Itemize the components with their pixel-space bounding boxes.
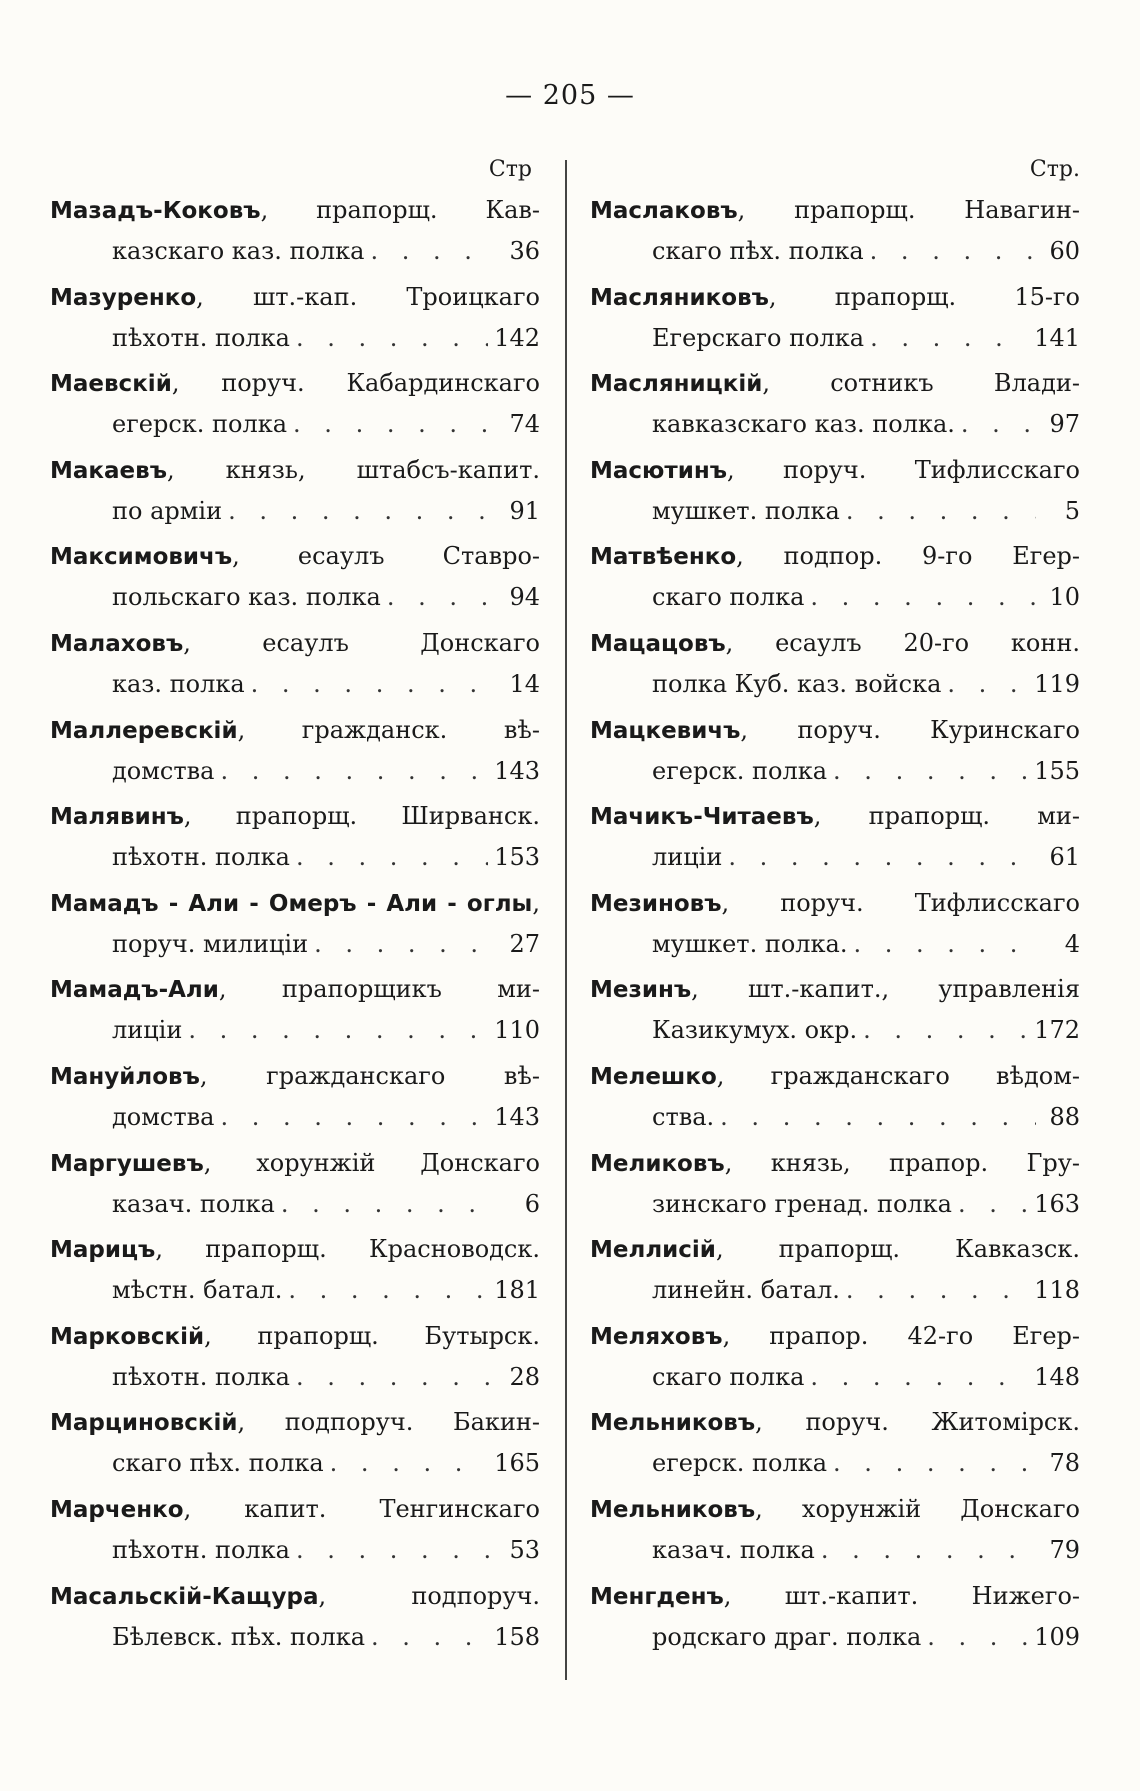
entry-description: , подпор. 9-го Егер- <box>736 542 1080 571</box>
entry-description: , хорунжій Донскаго <box>755 1494 1080 1523</box>
entry-page-number: 28 <box>509 1362 540 1391</box>
entry-second-line <box>590 664 1080 704</box>
entry-second-line <box>50 664 540 704</box>
entry-second-line <box>590 1097 1080 1137</box>
index-entry <box>590 796 1080 883</box>
entry-page-number: 53 <box>509 1535 540 1564</box>
entry-surname: Маслаковъ <box>590 198 738 224</box>
entry-second-line <box>50 751 540 791</box>
page-column-header: Стр. <box>1029 157 1080 182</box>
entry-description: , шт.-кап. Троицкаго <box>196 282 540 311</box>
entry-description: , прапорщ. Кав- <box>260 196 540 224</box>
left-column <box>50 150 540 1662</box>
entry-surname: Марковскій <box>50 1323 205 1350</box>
entry-surname: Масютинъ <box>590 457 728 484</box>
entry-surname: Мацкевичъ <box>590 717 741 744</box>
index-entry <box>50 1489 540 1576</box>
entry-page-number: 158 <box>494 1622 540 1651</box>
entry-second-line <box>50 924 540 964</box>
dot-leaders <box>371 1617 488 1657</box>
entry-first-line <box>590 796 1080 837</box>
dot-leaders <box>296 318 488 358</box>
dot-leaders <box>833 751 1028 791</box>
entry-first-line <box>590 623 1080 664</box>
entry-second-line <box>590 924 1080 964</box>
index-entry <box>590 1316 1080 1403</box>
index-entry <box>590 1402 1080 1489</box>
entry-continuation: пѣхотн. полка <box>112 1535 290 1564</box>
entry-first-line <box>590 277 1080 318</box>
dot-leaders <box>821 1530 1036 1570</box>
entry-surname: Малявинъ <box>50 804 184 831</box>
entry-description: , прапорщ. Ширванск. <box>183 802 540 831</box>
entry-second-line <box>590 318 1080 358</box>
page-column-header: Стр <box>488 157 532 182</box>
entry-second-line <box>50 837 540 877</box>
entry-page-number: 148 <box>1034 1362 1080 1391</box>
dot-leaders <box>296 837 488 877</box>
entry-first-line <box>590 1316 1080 1357</box>
index-entry <box>590 1576 1080 1663</box>
index-entry <box>50 1576 540 1663</box>
index-entry <box>50 710 540 797</box>
index-entry <box>50 623 540 710</box>
entry-page-number: 74 <box>509 410 540 439</box>
entry-surname: Мацацовъ <box>590 630 726 657</box>
index-entry <box>590 277 1080 364</box>
index-entry <box>50 1316 540 1403</box>
entry-continuation: мѣстн. батал. <box>112 1276 283 1305</box>
entry-surname: Мельниковъ <box>590 1410 756 1437</box>
dot-leaders <box>870 318 1028 358</box>
entry-continuation: линейн. батал. <box>652 1276 840 1305</box>
entry-second-line <box>590 1530 1080 1570</box>
entry-description: , поруч. Житомірск. <box>755 1408 1080 1437</box>
entry-page-number: 88 <box>1049 1102 1080 1131</box>
entry-continuation: домства <box>112 1102 215 1131</box>
entry-first-line <box>590 190 1080 231</box>
entry-description: , прапорщ. Бутырск. <box>204 1321 540 1350</box>
entry-continuation: Казикумух. окр. <box>652 1016 858 1045</box>
entry-page-number: 97 <box>1049 410 1080 439</box>
entry-second-line <box>50 1097 540 1137</box>
dot-leaders <box>220 1097 488 1137</box>
index-entry <box>50 450 540 537</box>
entry-page-number: 142 <box>494 323 540 352</box>
entry-first-line <box>50 450 540 491</box>
entry-first-line <box>590 710 1080 751</box>
entry-description: , поруч. Кабардинскаго <box>171 369 540 398</box>
entry-continuation: лиціи <box>652 843 723 872</box>
entry-first-line <box>50 623 540 664</box>
entry-page-number: 14 <box>509 669 540 698</box>
index-entry <box>590 1489 1080 1576</box>
entry-surname: Мамадъ-Али <box>50 977 219 1004</box>
entry-page-number: 110 <box>494 1016 540 1045</box>
dot-leaders <box>314 924 496 964</box>
entry-first-line <box>590 1229 1080 1270</box>
entry-page-number: 118 <box>1034 1276 1080 1305</box>
entry-first-line <box>50 1056 540 1097</box>
entry-continuation: Егерскаго полка <box>652 323 865 352</box>
entry-first-line <box>590 536 1080 577</box>
entry-page-number: 165 <box>494 1449 540 1478</box>
entry-description: , прапорщикъ ми- <box>218 975 540 1004</box>
index-entry <box>590 623 1080 710</box>
entry-first-line <box>590 883 1080 924</box>
entry-continuation: лиціи <box>112 1016 183 1045</box>
entry-continuation: мушкет. полка. <box>652 929 848 958</box>
index-entry <box>50 1402 540 1489</box>
entry-second-line <box>50 1270 540 1310</box>
column-divider <box>565 160 567 1680</box>
dot-leaders <box>228 491 496 531</box>
entry-page-number: 94 <box>509 583 540 612</box>
entry-first-line <box>50 190 540 231</box>
entry-description: , капит. Тенгинскаго <box>183 1494 540 1523</box>
entry-surname: Малаховъ <box>50 630 184 657</box>
entry-surname: Менгденъ <box>590 1583 724 1610</box>
index-entry <box>590 1229 1080 1316</box>
index-entry <box>50 969 540 1056</box>
entry-surname: Маллеревскій <box>50 717 238 744</box>
dot-leaders <box>833 1443 1036 1483</box>
entry-description: , подпоруч. <box>318 1581 540 1610</box>
entry-second-line <box>590 404 1080 444</box>
entry-page-number: 143 <box>494 756 540 785</box>
entry-first-line <box>590 1489 1080 1530</box>
entry-description: , <box>532 888 540 917</box>
entry-continuation: скаго пѣх. полка <box>652 237 864 265</box>
index-entry <box>50 363 540 450</box>
entry-first-line <box>50 536 540 577</box>
entry-first-line <box>50 1229 540 1270</box>
entry-first-line <box>590 969 1080 1010</box>
entry-second-line <box>590 577 1080 617</box>
dot-leaders <box>296 1530 496 1570</box>
index-entry <box>590 190 1080 277</box>
entry-surname: Мануйловъ <box>50 1063 200 1090</box>
index-entry <box>590 969 1080 1056</box>
dot-leaders <box>220 751 488 791</box>
entry-continuation: поруч. милиціи <box>112 929 309 958</box>
entry-continuation: егерск. полка <box>652 1449 828 1478</box>
entry-continuation: егерск. полка <box>652 756 828 785</box>
entry-second-line <box>50 577 540 617</box>
dot-leaders <box>288 1270 488 1310</box>
entry-page-number: 79 <box>1049 1535 1080 1564</box>
entry-second-line <box>50 231 540 271</box>
entry-continuation: казач. полка <box>112 1189 275 1218</box>
entry-surname: Мачикъ-Читаевъ <box>590 804 814 831</box>
dot-leaders <box>846 491 1036 531</box>
entry-surname: Масляниковъ <box>590 284 769 311</box>
entry-description: , есаулъ Ставро- <box>232 542 540 571</box>
entry-continuation: пѣхотн. полка <box>112 843 290 872</box>
entry-description: , прапорщ. ми- <box>813 802 1080 831</box>
entry-description: , прапорщ. Красноводск. <box>155 1235 540 1264</box>
entry-page-number: 60 <box>1049 237 1080 265</box>
entry-surname: Меллисій <box>590 1237 716 1264</box>
index-entry <box>50 536 540 623</box>
entry-second-line <box>590 1270 1080 1310</box>
entry-surname: Масляницкій <box>590 371 763 398</box>
entry-first-line <box>590 1402 1080 1443</box>
entry-continuation: казскаго каз. полка <box>112 237 365 265</box>
entry-second-line <box>50 491 540 531</box>
entry-first-line <box>590 363 1080 404</box>
dot-leaders <box>870 231 1036 271</box>
entry-page-number: 172 <box>1034 1016 1080 1045</box>
entry-continuation: скаго полка <box>652 583 805 612</box>
index-entry <box>590 450 1080 537</box>
entry-first-line <box>590 1056 1080 1097</box>
entry-surname: Мазадъ-Коковъ <box>50 198 261 224</box>
right-entry-list <box>590 190 1080 1662</box>
dot-leaders <box>720 1097 1036 1137</box>
entry-page-number: 10 <box>1049 583 1080 612</box>
entry-first-line <box>50 1576 540 1617</box>
index-entry <box>50 1229 540 1316</box>
entry-continuation: полка Куб. каз. войска <box>652 669 942 698</box>
index-entry <box>590 883 1080 970</box>
page-number: — 205 — <box>505 80 635 111</box>
entry-description: , прапор. 42-го Егер- <box>722 1321 1080 1350</box>
dot-leaders <box>927 1617 1028 1657</box>
entry-continuation: пѣхотн. полка <box>112 323 290 352</box>
entry-second-line <box>590 1357 1080 1397</box>
dot-leaders <box>846 1270 1028 1310</box>
dot-leaders <box>863 1010 1028 1050</box>
entry-first-line <box>50 710 540 751</box>
entry-second-line <box>50 404 540 444</box>
entry-page-number: 91 <box>509 496 540 525</box>
entry-page-number: 119 <box>1034 669 1080 698</box>
entry-page-number: 27 <box>509 929 540 958</box>
dot-leaders <box>810 1357 1028 1397</box>
entry-continuation: ства. <box>652 1102 715 1131</box>
entry-surname: Мезинъ <box>590 977 692 1004</box>
entry-description: , князь, прапор. Гру- <box>724 1148 1080 1177</box>
entry-first-line <box>590 450 1080 491</box>
entry-first-line <box>50 1402 540 1443</box>
entry-page-number: 141 <box>1034 323 1080 352</box>
entry-page-number: 61 <box>1049 843 1080 872</box>
entry-second-line <box>50 1184 540 1224</box>
right-column <box>590 150 1080 1662</box>
entry-first-line <box>50 1316 540 1357</box>
dot-leaders <box>293 404 496 444</box>
entry-description: , князь, штабсъ-капит. <box>166 455 540 484</box>
entry-first-line <box>50 883 540 924</box>
entry-description: , поруч. Тифлисскаго <box>727 455 1080 484</box>
index-entry <box>50 1056 540 1143</box>
entry-second-line <box>590 837 1080 877</box>
entry-page-number: 36 <box>509 237 540 265</box>
entry-description: , прапорщ. Навагин- <box>737 196 1080 224</box>
entry-continuation: польскаго каз. полка <box>112 583 381 612</box>
entry-description: , шт.-капит., управленія <box>691 975 1080 1004</box>
entry-surname: Мезиновъ <box>590 890 722 917</box>
entry-continuation: зинскаго гренад. полка <box>652 1189 952 1218</box>
entry-surname: Марциновскій <box>50 1410 238 1437</box>
entry-first-line <box>50 363 540 404</box>
entry-description: , гражданскаго вѣ- <box>199 1061 540 1090</box>
entry-continuation: скаго пѣх. полка <box>112 1449 324 1478</box>
entry-continuation: егерск. полка <box>112 410 288 439</box>
index-entry <box>590 536 1080 623</box>
dot-leaders <box>330 1443 489 1483</box>
entry-page-number: 143 <box>494 1102 540 1131</box>
entry-continuation: Бѣлевск. пѣх. полка <box>112 1622 366 1651</box>
entry-second-line <box>590 491 1080 531</box>
entry-second-line <box>50 318 540 358</box>
entry-description: , поруч. Тифлисскаго <box>721 888 1080 917</box>
entry-continuation: по арміи <box>112 496 223 525</box>
entry-first-line <box>50 1489 540 1530</box>
dot-leaders <box>281 1184 496 1224</box>
index-entry <box>590 1143 1080 1230</box>
dot-leaders <box>947 664 1028 704</box>
entry-description: , гражданск. вѣ- <box>237 715 540 744</box>
index-entry <box>590 710 1080 797</box>
entry-second-line <box>590 1010 1080 1050</box>
entry-surname: Меляховъ <box>590 1323 723 1350</box>
entry-surname: Масальскій-Кащура <box>50 1583 319 1610</box>
entry-continuation: скаго полка <box>652 1362 805 1391</box>
entry-first-line <box>50 796 540 837</box>
entry-second-line <box>590 1617 1080 1657</box>
dot-leaders <box>958 1184 1028 1224</box>
entry-continuation: пѣхотн. полка <box>112 1362 290 1391</box>
entry-description: , есаулъ Донскаго <box>183 628 540 657</box>
index-entry <box>50 1143 540 1230</box>
entry-surname: Мелешко <box>590 1063 717 1090</box>
entry-description: , есаулъ 20-го конн. <box>725 628 1080 657</box>
entry-first-line <box>50 277 540 318</box>
entry-surname: Мельниковъ <box>590 1496 756 1523</box>
dot-leaders <box>853 924 1036 964</box>
entry-description: , хорунжій Донскаго <box>203 1148 540 1177</box>
dot-leaders <box>810 577 1036 617</box>
entry-surname: Мазуренко <box>50 284 197 311</box>
entry-surname: Марицъ <box>50 1237 156 1264</box>
entry-second-line <box>50 1530 540 1570</box>
index-entry <box>50 190 540 277</box>
left-entry-list <box>50 190 540 1662</box>
entry-surname: Меликовъ <box>590 1150 725 1177</box>
entry-surname: Марченко <box>50 1496 184 1523</box>
dot-leaders <box>387 577 496 617</box>
entry-first-line <box>590 1576 1080 1617</box>
entry-continuation: казач. полка <box>652 1535 815 1564</box>
entry-description: , подпоруч. Бакин- <box>237 1408 540 1437</box>
entry-surname: Макаевъ <box>50 457 167 484</box>
entry-continuation: домства <box>112 756 215 785</box>
entry-description: , прапорщ. Кавказск. <box>715 1235 1080 1264</box>
dot-leaders <box>961 404 1036 444</box>
entry-second-line <box>590 751 1080 791</box>
index-entry <box>50 796 540 883</box>
entry-continuation: мушкет. полка <box>652 496 840 525</box>
entry-page-number: 78 <box>1049 1449 1080 1478</box>
dot-leaders <box>728 837 1036 877</box>
entry-description: , сотникъ Влади- <box>762 369 1080 398</box>
dot-leaders <box>296 1357 496 1397</box>
entry-continuation: родскаго драг. полка <box>652 1622 922 1651</box>
entry-surname: Маргушевъ <box>50 1150 204 1177</box>
entry-page-number: 181 <box>494 1276 540 1305</box>
index-entry <box>50 883 540 970</box>
index-entry <box>50 277 540 364</box>
entry-page-number: 153 <box>494 843 540 872</box>
entry-page-number: 155 <box>1034 756 1080 785</box>
entry-page-number: 109 <box>1034 1622 1080 1651</box>
entry-continuation: каз. полка <box>112 669 245 698</box>
entry-page-number: 6 <box>524 1189 540 1218</box>
entry-surname: Матвѣенко <box>590 544 737 571</box>
entry-description: , шт.-капит. Нижего- <box>723 1581 1080 1610</box>
index-entry <box>590 363 1080 450</box>
entry-page-number: 163 <box>1034 1189 1080 1218</box>
entry-surname: Маевскій <box>50 371 172 398</box>
index-entry <box>590 1056 1080 1143</box>
entry-second-line <box>50 1443 540 1483</box>
entry-surname: Максимовичъ <box>50 544 233 571</box>
entry-second-line <box>590 1443 1080 1483</box>
entry-surname: Мамадъ - Али - Омеръ - Али - оглы <box>50 890 533 917</box>
entry-description: , прапорщ. 15-го <box>768 282 1080 311</box>
entry-first-line <box>50 969 540 1010</box>
entry-description: , поруч. Куринскаго <box>740 715 1080 744</box>
entry-second-line <box>590 231 1080 271</box>
dot-leaders <box>370 231 496 271</box>
entry-page-number: 4 <box>1064 929 1080 958</box>
entry-second-line <box>590 1184 1080 1224</box>
entry-first-line <box>50 1143 540 1184</box>
entry-description: , гражданскаго вѣдом- <box>716 1061 1080 1090</box>
entry-second-line <box>50 1010 540 1050</box>
entry-second-line <box>50 1357 540 1397</box>
dot-leaders <box>188 1010 488 1050</box>
dot-leaders <box>251 664 496 704</box>
entry-first-line <box>590 1143 1080 1184</box>
entry-page-number: 5 <box>1064 496 1080 525</box>
entry-second-line <box>50 1617 540 1657</box>
entry-continuation: кавказскаго каз. полка. <box>652 410 955 439</box>
